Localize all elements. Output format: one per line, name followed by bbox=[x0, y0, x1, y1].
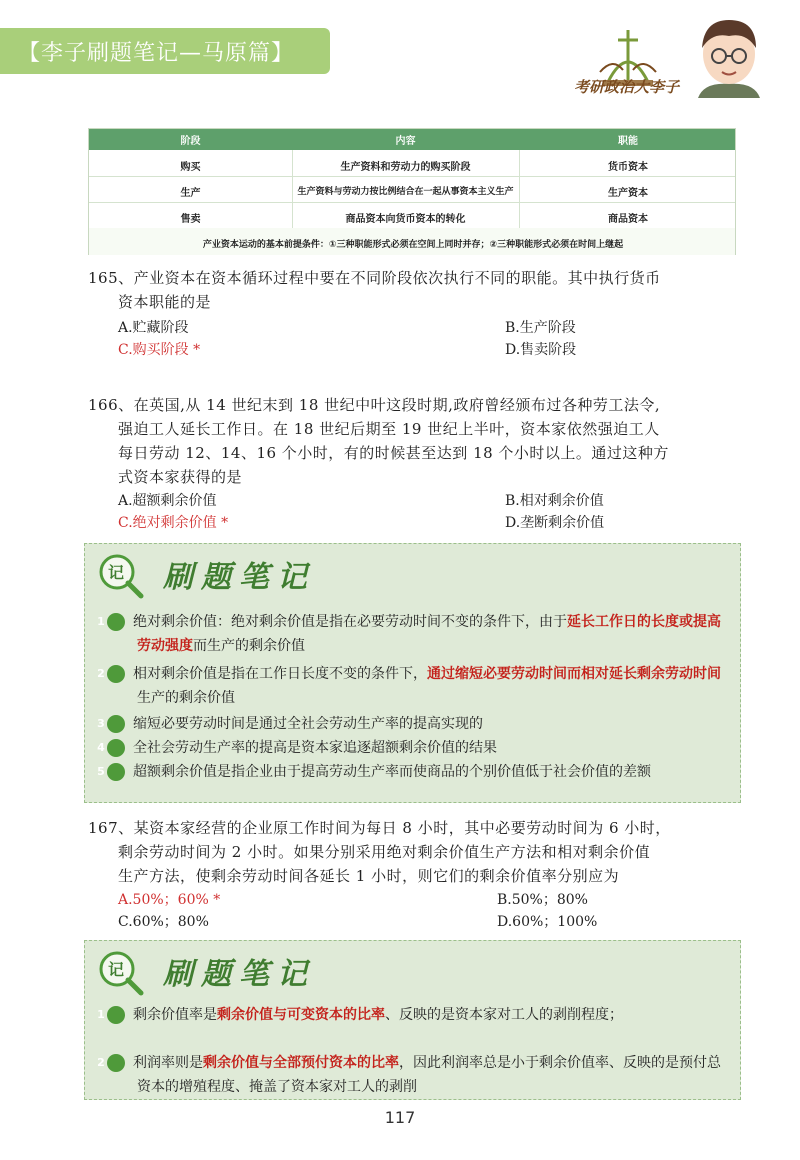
table-cell: 购买 bbox=[180, 162, 201, 173]
note-magnifier-icon bbox=[95, 550, 145, 600]
note-highlight: 延长工作日的长度或提高劳动强度 bbox=[137, 614, 721, 654]
header-title: 【李子刷题笔记—马原篇】 bbox=[18, 41, 295, 66]
question-167-stem: 167、某资本家经营的企业原工作时间为每日 8 小时，其中必要劳动时间为 6 小时， bbox=[88, 819, 671, 837]
option-b: B.相对剩余价值 bbox=[505, 493, 604, 509]
note-highlight: 剩余价值与可变资本的比率 bbox=[217, 1007, 385, 1023]
option-c-answer: C.购买阶段 * bbox=[118, 342, 201, 358]
note-text: 剩余价值率是 bbox=[133, 1007, 217, 1023]
list-number-badge: 2 bbox=[107, 1054, 125, 1072]
option-d: D.垄断剩余价值 bbox=[505, 515, 605, 531]
option-d: D.售卖阶段 bbox=[505, 342, 577, 358]
option-d: D.60%；100% bbox=[497, 914, 598, 930]
note-text: 绝对剩余价值：绝对剩余价值是指在必要劳动时间不变的条件下，由于 bbox=[133, 614, 567, 630]
list-number-badge: 1 bbox=[107, 1006, 125, 1024]
table-cell: 生产资本 bbox=[608, 188, 648, 199]
capital-stage-table bbox=[88, 128, 736, 255]
note-item bbox=[97, 712, 729, 736]
note-text: 相对剩余价值是指在工作日长度不变的条件下， bbox=[133, 666, 427, 682]
note-title: 刷题笔记 bbox=[163, 957, 315, 992]
question-166-stem: 式资本家获得的是 bbox=[118, 468, 243, 486]
svg-text:记: 记 bbox=[108, 960, 125, 979]
note-item bbox=[97, 760, 729, 784]
logo-text: 考研政治大李子 bbox=[574, 78, 680, 96]
note-magnifier-icon bbox=[95, 947, 145, 997]
option-b: B.50%；80% bbox=[497, 892, 588, 908]
note-highlight: 通过缩短必要劳动时间而相对延长剩余劳动时间 bbox=[427, 666, 721, 682]
table-divider bbox=[89, 202, 735, 203]
note-item bbox=[97, 610, 729, 658]
note-text: 而生产的剩余价值 bbox=[193, 638, 305, 654]
question-167-stem: 剩余劳动时间为 2 小时。如果分别采用绝对剩余价值生产方法和相对剩余价值 bbox=[118, 843, 651, 861]
option-a: A.贮藏阶段 bbox=[118, 320, 189, 336]
note-item bbox=[97, 1003, 729, 1027]
table-cell: 商品资本 bbox=[608, 214, 648, 225]
question-166-stem: 每日劳动 12、14、16 个小时，有的时候甚至达到 18 个小时以上。通过这种方 bbox=[118, 444, 669, 462]
question-166-stem: 强迫工人延长工作日。在 18 世纪后期至 19 世纪上半叶，资本家依然强迫工人 bbox=[118, 420, 660, 438]
table-cell: 生产 bbox=[180, 188, 201, 199]
header-banner bbox=[0, 28, 330, 74]
question-167-stem: 生产方法，使剩余劳动时间各延长 1 小时，则它们的剩余价值率分别应为 bbox=[118, 867, 620, 885]
question-165-stem: 资本职能的是 bbox=[118, 293, 212, 311]
note-text: ，因此利润率总是小于剩余价值率、反映的是预付总资本的增殖程度、掩盖了资本家对工人的剥削 bbox=[137, 1055, 721, 1095]
option-c: C.60%；80% bbox=[118, 914, 209, 930]
note-highlight: 剩余价值与全部预付资本的比率 bbox=[203, 1055, 399, 1071]
page-number: 117 bbox=[384, 1108, 416, 1127]
table-footer-text: 产业资本运动的基本前提条件：①三种职能形式必须在空间上同时并存；②三种职能形式必须在时间上继起 bbox=[202, 240, 624, 250]
question-165-stem: 165、产业资本在资本循环过程中要在不同阶段依次执行不同的职能。其中执行货币 bbox=[88, 269, 661, 287]
study-note-box bbox=[84, 940, 741, 1100]
study-note-box bbox=[84, 543, 741, 803]
avatar-illustration bbox=[684, 14, 774, 98]
list-number-badge: 3 bbox=[107, 715, 125, 733]
option-c-answer: C.绝对剩余价值 * bbox=[118, 515, 229, 531]
note-text: 生产的剩余价值 bbox=[137, 690, 235, 706]
table-cell: 售卖 bbox=[180, 214, 201, 225]
table-cell: 生产资料与劳动力按比例结合在一起从事资本主义生产 bbox=[297, 187, 514, 197]
note-item bbox=[97, 662, 729, 710]
option-a-answer: A.50%；60% * bbox=[118, 892, 221, 908]
table-header-cell: 阶段 bbox=[180, 136, 201, 147]
note-text: 缩短必要劳动时间是通过全社会劳动生产率的提高实现的 bbox=[133, 716, 483, 732]
table-cell: 货币资本 bbox=[608, 162, 648, 173]
option-b: B.生产阶段 bbox=[505, 320, 576, 336]
note-item bbox=[97, 1051, 729, 1099]
list-number-badge: 5 bbox=[107, 763, 125, 781]
table-cell: 商品资本向货币资本的转化 bbox=[345, 214, 466, 225]
list-number-badge: 1 bbox=[107, 613, 125, 631]
note-title: 刷题笔记 bbox=[163, 560, 315, 595]
note-text: 利润率则是 bbox=[133, 1055, 203, 1071]
svg-text:记: 记 bbox=[108, 563, 125, 582]
note-item bbox=[97, 736, 729, 760]
option-a: A.超额剩余价值 bbox=[118, 493, 217, 509]
question-166-stem: 166、在英国,从 14 世纪末到 18 世纪中叶这段时期,政府曾经颁布过各种劳工法令, bbox=[88, 396, 661, 414]
table-divider bbox=[89, 176, 735, 177]
note-text: 、反映的是资本家对工人的剥削程度； bbox=[385, 1007, 623, 1023]
note-text: 超额剩余价值是指企业由于提高劳动生产率而使商品的个别价值低于社会价值的差额 bbox=[133, 764, 651, 780]
note-text: 全社会劳动生产率的提高是资本家追逐超额剩余价值的结果 bbox=[133, 740, 497, 756]
table-header-cell: 内容 bbox=[395, 136, 416, 147]
table-cell: 生产资料和劳动力的购买阶段 bbox=[340, 162, 471, 173]
table-header-cell: 职能 bbox=[618, 136, 638, 147]
list-number-badge: 2 bbox=[107, 665, 125, 683]
list-number-badge: 4 bbox=[107, 739, 125, 757]
